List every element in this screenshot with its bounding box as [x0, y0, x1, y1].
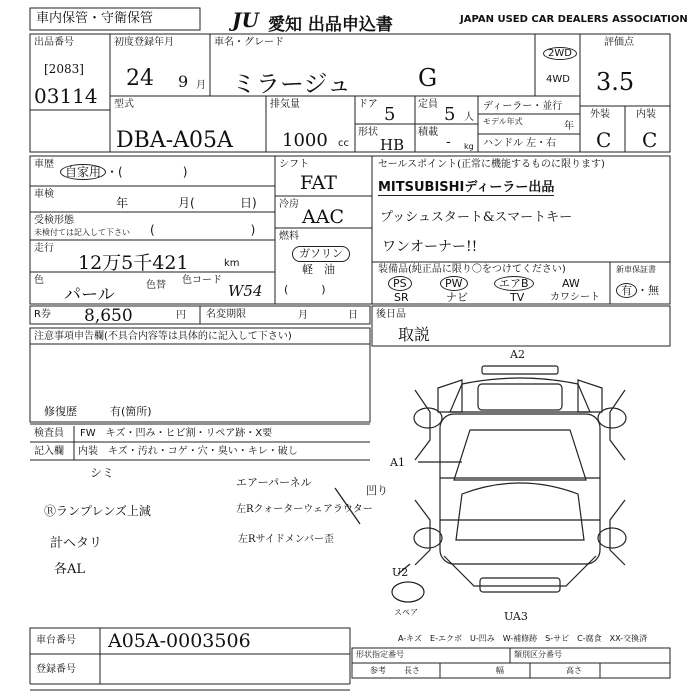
- shift-label: シフト: [279, 159, 309, 170]
- sales-point-1: MITSUBISHIディーラー出品: [378, 176, 554, 196]
- capacity-label: 定員: [418, 99, 438, 110]
- ac-label: 冷房: [279, 199, 299, 210]
- mileage-label: 走行: [34, 243, 54, 254]
- warranty-label: 新車保証書: [616, 265, 656, 274]
- drive-4wd: 4WD: [546, 74, 570, 85]
- form-number-label: 形状指定番号: [356, 650, 404, 659]
- note-center-2: 左Rクォーターウェアラウター: [236, 504, 373, 515]
- interior-checklist: 内装 キズ・汚れ・コゲ・穴・臭い・キレ・破し: [78, 446, 298, 457]
- note-u2: U2: [392, 566, 409, 579]
- height-label: 高さ: [566, 666, 582, 675]
- car-name-label: 車名・グレード: [214, 37, 284, 48]
- acceptance-label: 受検形態: [34, 215, 74, 226]
- evaluation-score: 3.5: [596, 68, 635, 96]
- interior-grade: C: [642, 128, 658, 152]
- inspection-month-unit: 月(: [178, 196, 195, 210]
- model-year-unit: 年: [564, 121, 574, 132]
- mileage-value: 12万5千421: [78, 252, 189, 274]
- ju-logo: JU: [232, 8, 259, 32]
- equipment-kawaseat: カワシート: [550, 292, 600, 303]
- dealer-label: ディーラー・並行: [483, 101, 563, 112]
- sales-points-label: セールスポイント(正常に機能するものに限ります): [378, 159, 605, 170]
- note-center-1: エアーパーネル: [236, 476, 312, 489]
- displacement-unit: cc: [338, 138, 349, 149]
- exterior-label: 外装: [590, 109, 610, 120]
- fuel-gasoline: ガソリン: [292, 242, 350, 262]
- shape-value: HB: [380, 136, 405, 154]
- mileage-unit: km: [224, 258, 240, 269]
- color-change-label: 色替: [146, 280, 166, 291]
- entry-label: 記入欄: [34, 446, 64, 457]
- car-diagram: [392, 366, 626, 602]
- name-change-label: 名変期限: [206, 309, 246, 320]
- note-shimi: シミ: [90, 466, 115, 480]
- sales-point-2: プッシュスタート&スマートキー: [380, 210, 573, 225]
- equipment-airbag: エアB: [494, 278, 534, 290]
- equipment-pw: PW: [440, 278, 468, 290]
- inspection-label: 車検: [34, 189, 54, 200]
- note-dent: 凹り: [366, 484, 388, 497]
- equipment-navi: ナビ: [446, 291, 468, 304]
- name-change-month: 月: [298, 310, 308, 321]
- recycle-unit: 円: [176, 310, 186, 321]
- load-label: 積載: [418, 127, 438, 138]
- inspector-label: 検査員: [34, 428, 64, 439]
- registration-year: 24: [126, 66, 154, 91]
- equipment-aw: AW: [562, 277, 580, 290]
- car-grade: G: [418, 64, 438, 92]
- repair-history-label: 修復歴: [44, 405, 77, 418]
- inspection-year-unit: 年: [116, 196, 129, 210]
- displacement-label: 排気量: [270, 99, 300, 110]
- warranty-value: 有 ・無: [616, 285, 659, 297]
- load-unit: kg: [464, 142, 474, 151]
- sales-point-3: ワンオーナー!!: [382, 239, 478, 255]
- exterior-checklist: FW キズ・凹み・ヒビ割・リペア跡・X要: [80, 428, 273, 439]
- color-code-label: 色コード: [182, 275, 222, 286]
- evaluation-label: 評価点: [604, 37, 634, 48]
- model-year-label: モデル年式: [483, 117, 523, 126]
- association-name: JAPAN USED CAR DEALERS ASSOCIATION: [460, 14, 688, 25]
- shift-value: FAT: [300, 172, 337, 194]
- name-change-day: 日: [348, 310, 358, 321]
- chassis-label: 車台番号: [36, 635, 76, 646]
- color-code-value: W54: [228, 282, 263, 300]
- lot-label: 出品番号: [34, 37, 74, 48]
- recycle-label: R券: [34, 309, 51, 320]
- model-code: DBA-A05A: [116, 128, 233, 153]
- recycle-value: 8,650: [84, 306, 133, 326]
- shape-label: 形状: [358, 127, 378, 138]
- color-label: 色: [34, 275, 44, 286]
- doors-value: 5: [384, 104, 396, 125]
- equipment-label: 装備品(純正品に限り〇をつけてください): [378, 264, 566, 275]
- damage-legend: A-キズ E-エクボ U-凹み W-補修跡 S-サビ C-腐食 XX-交換済: [398, 634, 648, 643]
- category-number-label: 類別区分番号: [514, 650, 562, 659]
- usage-value: 自家用 ・( ): [60, 163, 187, 180]
- car-name: ミラージュ: [232, 70, 352, 98]
- equipment-ps: PS: [388, 278, 412, 290]
- lot-small-number: [2083]: [44, 62, 84, 76]
- repair-history-value: 有(箇所): [110, 405, 152, 418]
- inspection-day-unit: 日): [240, 196, 257, 210]
- note-left-2: 計ヘタリ: [50, 536, 103, 551]
- lot-number: 03114: [34, 84, 98, 108]
- fuel-diesel: 軽 油: [302, 263, 335, 276]
- fuel-bracket: ( ): [284, 283, 326, 296]
- note-left-1: Ⓡランプレンズ上減: [44, 504, 151, 518]
- spare-label: スペア: [394, 608, 418, 617]
- registration-month: 9: [178, 72, 189, 91]
- load-value: -: [446, 134, 451, 150]
- notes-label: 注意事項申告欄(不具合内容等は具体的に記入して下さい): [34, 331, 292, 342]
- displacement-value: 1000: [282, 130, 328, 151]
- equipment-sr: SR: [394, 291, 409, 304]
- after-items-value: 取説: [398, 325, 431, 344]
- note-a2: A2: [510, 348, 525, 361]
- handle-label: ハンドル 左・右: [483, 138, 557, 149]
- color-value: パール: [64, 285, 115, 305]
- usage-label: 車歴: [34, 159, 54, 170]
- capacity-unit: 人: [464, 112, 474, 123]
- fuel-label: 燃料: [279, 231, 299, 242]
- chassis-value: A05A-0003506: [108, 630, 251, 652]
- note-a1: A1: [390, 456, 405, 469]
- model-label: 型式: [114, 99, 134, 110]
- after-items-label: 後日品: [376, 309, 406, 320]
- interior-label: 内装: [636, 109, 656, 120]
- drive-2wd: 2WD: [543, 48, 577, 60]
- ac-value: AAC: [302, 206, 344, 228]
- capacity-value: 5: [444, 104, 456, 125]
- width-label: 幅: [496, 666, 504, 675]
- note-left-3: 各AL: [54, 562, 86, 577]
- exterior-grade: C: [596, 128, 612, 152]
- acceptance-note: 未検付ては記入して下さい: [34, 228, 130, 237]
- form-title: 愛知 出品申込書: [268, 15, 393, 35]
- equipment-tv: TV: [510, 291, 525, 304]
- length-label: 長さ: [404, 666, 420, 675]
- storage-note: 車内保管・守衛保管: [36, 11, 154, 26]
- ref-label: 参考: [370, 666, 386, 675]
- acceptance-bracket: ( ): [150, 223, 256, 237]
- note-center-3: 左Rサイドメンバー歪: [238, 534, 335, 545]
- registration-month-unit: 月: [196, 80, 206, 91]
- registration-number-label: 登録番号: [36, 664, 76, 675]
- doors-label: ドア: [358, 99, 378, 110]
- first-registration-label: 初度登録年月: [114, 37, 174, 48]
- note-ua3: UA3: [504, 610, 528, 623]
